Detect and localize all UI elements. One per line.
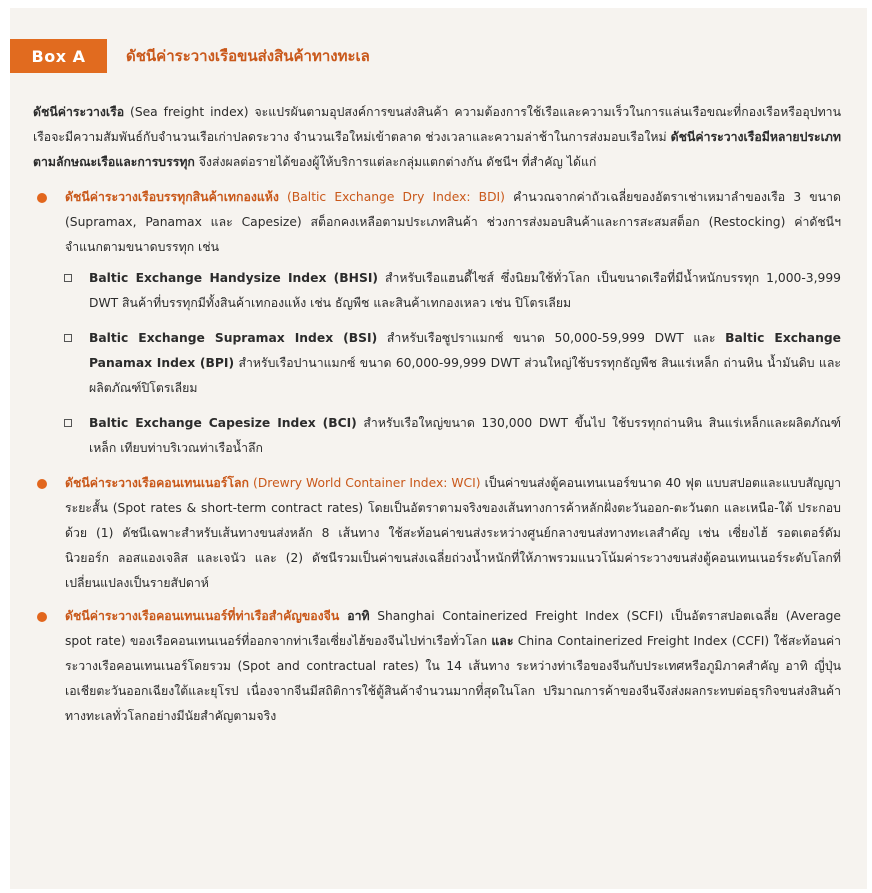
- sub-bpi-body: สำหรับเรือปานาแมกซ์ ขนาด 60,000-99,999 DWT ส่วนใหญ่ใช้บรรทุกธัญพืช สินแร่เหล็ก ถ่านหิน น้ำมันดิบ และผลิตภัณฑ์ปิโตรเลียม: [89, 356, 841, 395]
- bullet-china-and: และ: [491, 634, 514, 648]
- square-bullet-icon: [64, 334, 72, 342]
- bullet-wci-body: เป็นค่าขนส่งตู้คอนเทนเนอร์ขนาด 40 ฟุต แบบสปอตและแบบสัญญาระยะสั้น (Spot rates & short-term contract rates) โดยเป็นอัตราตามจริงของเส้นทางการค้าหลักฝั่งตะวันออก-ตะวันตก และเหนือ-ใต้ ประกอบด้วย (1) ดัชนีเฉพาะสำหรับเส้นทางขนส่งหลัก 8 เส้นทาง ใช้สะท้อนค่าขนส่งระหว่างศูนย์กลางขนส่งทางทะเลสำคัญ เช่น เซี่ยงไฮ้ รอตเตอร์ดัม นิวยอร์ก ลอสแองเจลิส และเจนัว และ (2) ดัชนีรวมเป็นค่าขนส่งเฉลี่ยถ่วงน้ำหนักที่ให้ภาพรวมแนวโน้มค่าระวางขนส่งตู้คอนเทนเนอร์ระดับโลกที่เปลี่ยนแปลงเป็นรายสัปดาห์: [65, 476, 842, 590]
- bullet-bdi-body: คำนวณจากค่าถัวเฉลี่ยของอัตราเช่าเหมาลำของเรือ 3 ขนาด (Supramax, Panamax และ Capesize) สต็อกคงเหลือตามประเภทสินค้า ช่วงการส่งมอบสินค้าและการสะสมสต็อก (Restocking) ค่าดัชนีฯ จำแนกตามขนาดบรรทุก เช่น: [65, 190, 841, 254]
- bullet-bdi-text: [65, 185, 841, 260]
- bullet-dot-icon: [37, 479, 47, 489]
- box-title: ดัชนีค่าระวางเรือขนส่งสินค้าทางทะเล: [126, 47, 370, 65]
- sub-bhsi-title: Baltic Exchange Handysize Index (BHSI): [89, 271, 379, 285]
- bullet-bdi: [33, 185, 841, 461]
- bdi-sub-list: [33, 266, 841, 461]
- intro-text-2: จึงส่งผลต่อรายได้ของผู้ให้บริการแต่ละกลุ่มแตกต่างกัน ดัชนีฯ ที่สำคัญ ได้แก่: [194, 155, 597, 169]
- sub-bci-title: Baltic Exchange Capesize Index (BCI): [89, 416, 357, 430]
- intro-text-1: (Sea freight index) จะแปรผันตามอุปสงค์การขนส่งสินค้า ความต้องการใช้เรือและความเร็วในการแล่นเรือขณะที่กองเรือหรืออุปทานเรือจะมีความสัมพันธ์กับจำนวนเรือเก่าปลดระวาง จำนวนเรือใหม่เข้าตลาด ช่วงเวลาและความล่าช้าในการส่งมอบเรือใหม่: [33, 105, 841, 144]
- bullet-dot-icon: [37, 612, 47, 622]
- bullet-china-atthi: อาทิ: [339, 609, 370, 623]
- bullet-wci-paren: (Drewry World Container Index: WCI): [249, 476, 481, 490]
- sub-bsi-title: Baltic Exchange Supramax Index (BSI): [89, 331, 378, 345]
- bullet-bdi-paren: (Baltic Exchange Dry Index: BDI): [278, 190, 505, 204]
- box-label: Box A: [10, 39, 107, 73]
- square-bullet-icon: [64, 419, 72, 427]
- sub-bsi-body: สำหรับเรือซูปราแมกซ์ ขนาด 50,000-59,999 DWT และ: [377, 331, 726, 345]
- box-content: [33, 100, 841, 737]
- sub-bpi-title: Baltic Exchange Panamax Index (BPI): [89, 331, 841, 370]
- intro-bold-statement: ดัชนีค่าระวางเรือมีหลายประเภทตามลักษณะเรือและการบรรทุก: [33, 130, 841, 169]
- bullet-china-title: ดัชนีค่าระวางเรือคอนเทนเนอร์ที่ท่าเรือสำคัญของจีน: [65, 609, 340, 623]
- bullet-dot-icon: [37, 193, 47, 203]
- sub-item-bci: [33, 411, 841, 461]
- sub-item-bhsi: [33, 266, 841, 316]
- bullet-bdi-title: ดัชนีค่าระวางเรือบรรทุกสินค้าเทกองแห้ง: [65, 190, 279, 204]
- bullet-china: [33, 604, 841, 729]
- bullet-wci: [33, 471, 841, 596]
- square-bullet-icon: [64, 274, 72, 282]
- sub-bci-body: สำหรับเรือใหญ่ขนาด 130,000 DWT ขึ้นไป ใช้บรรทุกถ่านหิน สินแร่เหล็กและผลิตภัณฑ์เหล็ก เทียบท่าบริเวณท่าเรือน้ำลึก: [89, 416, 841, 455]
- intro-bold-term: ดัชนีค่าระวางเรือ: [33, 105, 125, 119]
- bullet-china-body: Shanghai Containerized Freight Index (SCFI) เป็นอัตราสปอตเฉลี่ย (Average spot rate) ของเรือคอนเทนเนอร์ที่ออกจากท่าเรือเซี่ยงไฮ้ของจีนไปท่าเรือทั่วโลก: [65, 609, 841, 648]
- bullet-wci-title: ดัชนีค่าระวางเรือคอนเทนเนอร์โลก: [65, 476, 250, 490]
- bullet-china-body-2: China Containerized Freight Index (CCFI) ใช้สะท้อนค่าระวางเรือคอนเทนเนอร์โดยรวม (Spot and contractual rates) ใน 14 เส้นทาง ระหว่างท่าเรือของจีนกับประเทศหรือภูมิภาคสำคัญ อาทิ ญี่ปุ่น เอเชียตะวันออกเฉียงใต้และยุโรป เนื่องจากจีนมีสถิติการใช้ตู้สินค้าจำนวนมากที่สุดในโลก ปริมาณการค้าของจีนจึงส่งผลกระทบต่อธุรกิจขนส่งสินค้าทางทะเลทั่วโลกอย่างมีนัยสำคัญตามจริง: [65, 634, 842, 723]
- intro-paragraph: [33, 100, 841, 175]
- box-a-panel: [10, 8, 867, 889]
- sub-bhsi-body: สำหรับเรือแฮนดี้ไซส์ ซึ่งนิยมใช้ทั่วโลก เป็นขนาดเรือที่มีน้ำหนักบรรทุก 1,000-3,999 DWT สินค้าที่บรรทุกมีทั้งสินค้าเทกองแห้ง เช่น ธัญพืช และสินค้าเทกองเหลว เช่น ปิโตรเลียม: [89, 271, 841, 310]
- sub-item-bsi-bpi: [33, 326, 841, 401]
- box-header: [10, 35, 867, 77]
